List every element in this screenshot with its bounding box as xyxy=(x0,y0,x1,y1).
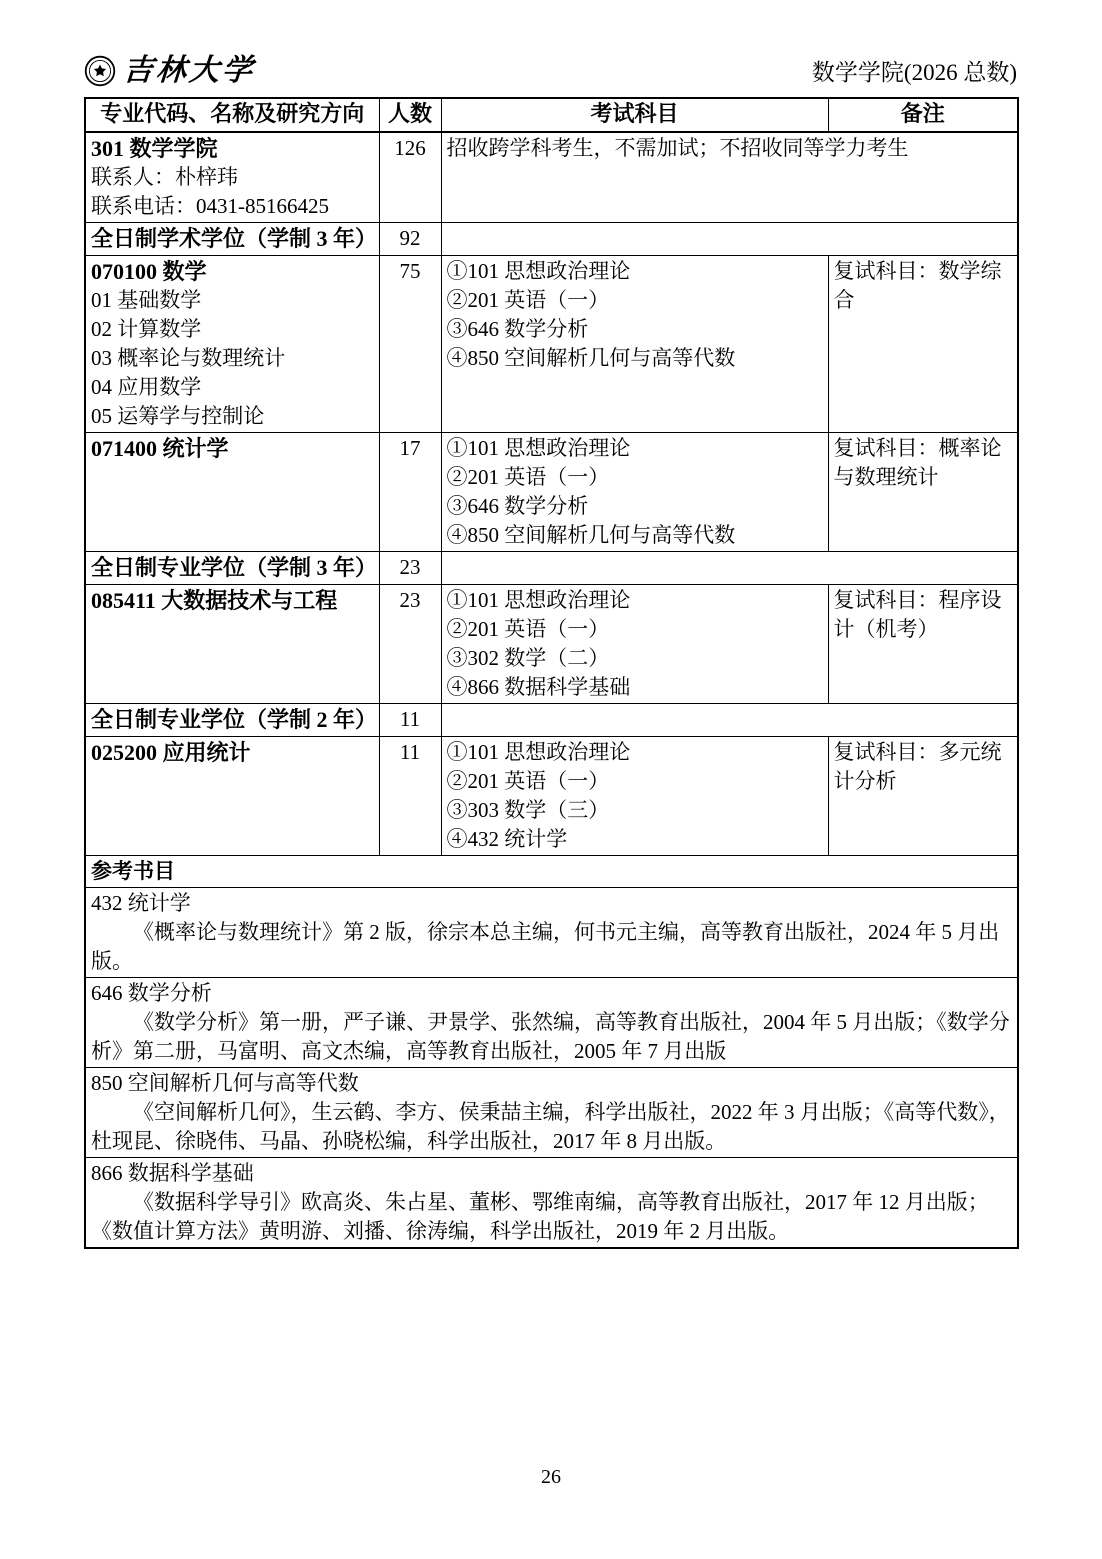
table-row-college-301 xyxy=(85,132,1018,223)
subjects-cell xyxy=(441,433,828,552)
subject-line: ③303 数学（三） xyxy=(446,798,610,822)
section-label-cell xyxy=(85,704,379,737)
subject-line: ①101 思想政治理论 xyxy=(446,436,631,460)
direction-line: 03 概率论与数理统计 xyxy=(91,346,286,370)
program-cell xyxy=(85,256,379,433)
reference-cell xyxy=(85,978,1018,1068)
subject-line: ②201 英语（一） xyxy=(446,465,610,489)
page-number: 26 xyxy=(541,1466,561,1488)
program-row-085411 xyxy=(85,585,1018,704)
subject-line: ②201 英语（一） xyxy=(446,769,610,793)
section-row-academic-3yr xyxy=(85,223,1018,256)
subjects-cell xyxy=(441,256,828,433)
subject-line: ④850 空间解析几何与高等代数 xyxy=(446,346,736,370)
count-cell: 23 xyxy=(379,552,441,585)
section-label: 全日制专业学位（学制 3 年） xyxy=(91,555,378,580)
college-total-title: 数学学院(2026 总数) xyxy=(811,60,1017,85)
reference-cell xyxy=(85,1158,1018,1249)
section-label-cell xyxy=(85,552,379,585)
program-row-025200 xyxy=(85,737,1018,856)
empty-cell xyxy=(441,223,1018,256)
empty-cell xyxy=(441,704,1018,737)
program-cell xyxy=(85,433,379,552)
section-label-cell xyxy=(85,223,379,256)
reference-code: 866 数据科学基础 xyxy=(91,1161,254,1185)
count-cell: 17 xyxy=(379,433,441,552)
university-name: 吉林大学 xyxy=(121,54,257,87)
subject-line: ④850 空间解析几何与高等代数 xyxy=(446,523,736,547)
subject-line: ①101 思想政治理论 xyxy=(446,259,631,283)
reference-cell xyxy=(85,1068,1018,1158)
university-logo xyxy=(84,54,255,88)
university-seal-icon xyxy=(84,55,116,87)
section-label: 全日制专业学位（学制 2 年） xyxy=(91,707,378,732)
count-cell: 92 xyxy=(379,223,441,256)
reference-item-850 xyxy=(85,1068,1018,1158)
count-cell: 11 xyxy=(379,704,441,737)
references-heading: 参考书目 xyxy=(85,856,1018,888)
note-cell: 招收跨学科考生，不需加试；不招收同等学力考生 xyxy=(441,132,1018,223)
reference-item-646 xyxy=(85,978,1018,1068)
section-label: 全日制学术学位（学制 3 年） xyxy=(91,226,378,251)
subject-line: ③646 数学分析 xyxy=(446,317,589,341)
reference-code: 432 统计学 xyxy=(91,891,191,915)
contact-person: 联系人：朴梓玮 xyxy=(91,165,238,189)
program-title: 085411 大数据技术与工程 xyxy=(91,588,338,613)
empty-cell xyxy=(441,552,1018,585)
direction-line: 05 运筹学与控制论 xyxy=(91,404,265,428)
program-row-070100 xyxy=(85,256,1018,433)
reference-item-866 xyxy=(85,1158,1018,1249)
direction-line: 01 基础数学 xyxy=(91,288,202,312)
program-title: 071400 统计学 xyxy=(91,436,229,461)
remark-cell: 复试科目：数学综合 xyxy=(828,256,1018,433)
section-row-professional-3yr xyxy=(85,552,1018,585)
reference-text: 《数据科学导引》欧高炎、朱占星、董彬、鄂维南编，高等教育出版社，2017 年 12 月出版；《数值计算方法》黄明游、刘播、徐涛编，科学出版社，2019 年 2 月出版。 xyxy=(91,1190,989,1243)
program-cell xyxy=(85,585,379,704)
subject-line: ①101 思想政治理论 xyxy=(446,740,631,764)
program-cell xyxy=(85,737,379,856)
col-header-remarks: 备注 xyxy=(828,98,1018,132)
remark-cell: 复试科目：多元统计分析 xyxy=(828,737,1018,856)
subject-line: ③302 数学（二） xyxy=(446,646,610,670)
col-header-program: 专业代码、名称及研究方向 xyxy=(85,98,379,132)
subject-line: ④866 数据科学基础 xyxy=(446,675,631,699)
subjects-cell xyxy=(441,737,828,856)
direction-line: 04 应用数学 xyxy=(91,375,202,399)
subjects-cell xyxy=(441,585,828,704)
subject-line: ①101 思想政治理论 xyxy=(446,588,631,612)
document-header xyxy=(84,54,1017,88)
direction-line: 02 计算数学 xyxy=(91,317,202,341)
subject-line: ③646 数学分析 xyxy=(446,494,589,518)
reference-text: 《概率论与数理统计》第 2 版，徐宗本总主编，何书元主编，高等教育出版社，2024 年 5 月出版。 xyxy=(91,920,1000,973)
reference-code: 850 空间解析几何与高等代数 xyxy=(91,1071,359,1095)
count-cell: 75 xyxy=(379,256,441,433)
program-title: 070100 数学 xyxy=(91,259,207,284)
program-row-071400 xyxy=(85,433,1018,552)
reference-code: 646 数学分析 xyxy=(91,981,212,1005)
admissions-table xyxy=(84,97,1019,1249)
section-row-professional-2yr xyxy=(85,704,1018,737)
remark-cell: 复试科目：程序设计（机考） xyxy=(828,585,1018,704)
reference-text: 《空间解析几何》，生云鹤、李方、侯秉喆主编，科学出版社，2022 年 3 月出版；《高等代数》，杜现昆、徐晓伟、马晶、孙晓松编，科学出版社，2017 年 8 月出版。 xyxy=(91,1100,1010,1153)
subject-line: ④432 统计学 xyxy=(446,827,568,851)
reference-cell xyxy=(85,888,1018,978)
reference-item-432 xyxy=(85,888,1018,978)
references-heading-row xyxy=(85,856,1018,888)
col-header-count: 人数 xyxy=(379,98,441,132)
remark-cell: 复试科目：概率论与数理统计 xyxy=(828,433,1018,552)
program-title: 301 数学学院 xyxy=(91,136,218,161)
table-header-row xyxy=(85,98,1018,132)
count-cell: 11 xyxy=(379,737,441,856)
program-title: 025200 应用统计 xyxy=(91,740,251,765)
program-cell xyxy=(85,132,379,223)
count-cell: 126 xyxy=(379,132,441,223)
col-header-subjects: 考试科目 xyxy=(441,98,828,132)
reference-text: 《数学分析》第一册，严子谦、尹景学、张然编，高等教育出版社，2004 年 5 月出版；《数学分析》第二册，马富明、高文杰编，高等教育出版社，2005 年 7 月出版 xyxy=(91,1010,1010,1063)
contact-phone: 联系电话：0431-85166425 xyxy=(91,194,329,218)
subject-line: ②201 英语（一） xyxy=(446,288,610,312)
subject-line: ②201 英语（一） xyxy=(446,617,610,641)
count-cell: 23 xyxy=(379,585,441,704)
